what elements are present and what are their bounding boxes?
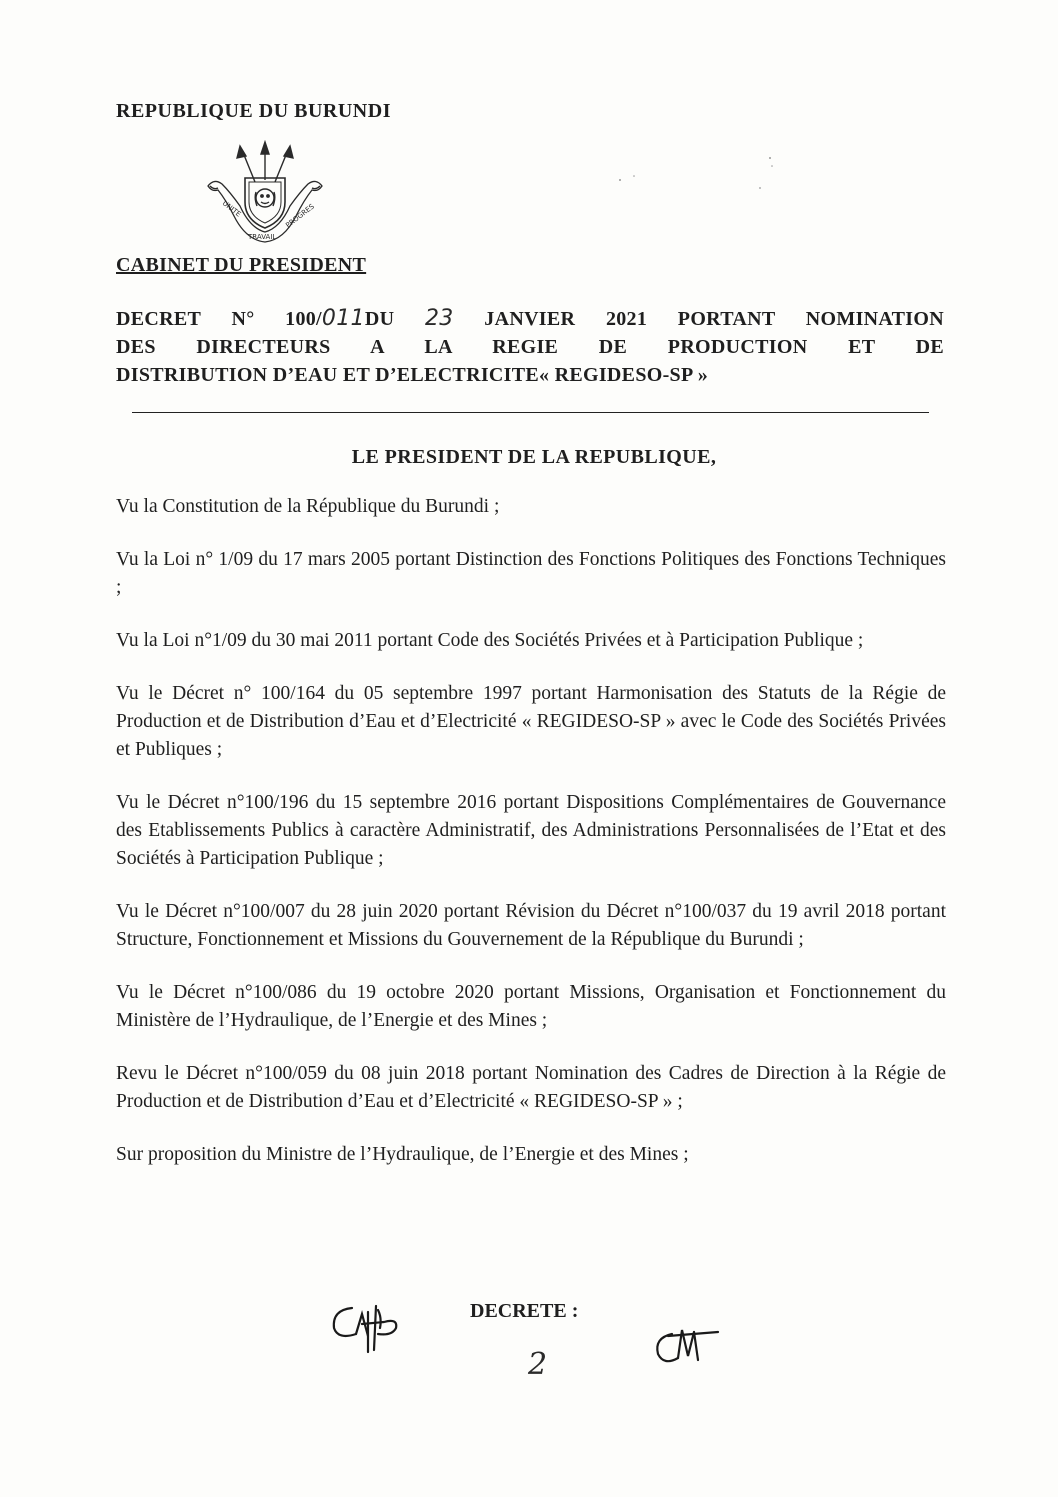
president-heading: LE PRESIDENT DE LA REPUBLIQUE, [351,446,717,468]
decree-title-line-1 [116,305,944,333]
cabinet-heading: CABINET DU PRESIDENT [116,254,367,276]
consideration-item: Revu le Décret n°100/059 du 08 juin 2018 portant Nomination des Cadres de Direction à la Régie de Production et de Distribution d’Eau et d’Electricité « REGIDESO-SP » ; [116,1063,946,1112]
decree-number-handwritten: 011 [321,306,365,331]
separator-rule [132,412,929,413]
handwritten-page-mark [520,1344,560,1384]
decree-du: DU [364,308,395,330]
consideration-item: Vu la Loi n° 1/09 du 17 mars 2005 portant Distinction des Fonctions Politiques des Fonctions Techniques ; [116,549,946,598]
consideration-item: Vu le Décret n° 100/164 du 05 septembre 1997 portant Harmonisation des Statuts de la Régie de Production et de Distribution d’Eau et d’Electricité « REGIDESO-SP » avec le Code des Sociétés Privées et Publiques ; [116,683,946,760]
consideration-item: Vu la Loi n°1/09 du 30 mai 2011 portant Code des Sociétés Privées et à Participation Publique ; [116,630,864,651]
decree-title-rest: JANVIER 2021 PORTANT NOMINATION [484,308,944,330]
decrete-heading: DECRETE : [470,1300,579,1322]
motto-progres: PROGRES [284,202,316,230]
decree-day-handwritten: 23 [425,306,454,331]
country-heading: REPUBLIQUE DU BURUNDI [116,100,391,122]
decree-prefix: DECRET N° 100/ [116,308,322,330]
consideration-item: Vu le Décret n°100/007 du 28 juin 2020 portant Révision du Décret n°100/037 du 19 avril 2018 portant Structure, Fonctionnement et Missions du Gouvernement de la République du Burundi ; [116,901,946,950]
motto-travail: TRAVAIL [248,233,277,241]
scan-specks [600,150,800,210]
decree-title-line-2: DES DIRECTEURS A LA REGIE DE PRODUCTION ET DE [116,336,944,358]
signature-area [0,1290,1058,1400]
decree-title-line-3: DISTRIBUTION D’EAU ET D’ELECTRICITE« REGIDESO-SP » [116,364,708,386]
considerations-list [116,493,946,1194]
consideration-item: Vu la Constitution de la République du Burundi ; [116,496,500,517]
handwritten-initials-right [648,1320,728,1370]
handwritten-initials-left [322,1294,422,1354]
consideration-item: Vu le Décret n°100/086 du 19 octobre 2020 portant Missions, Organisation et Fonctionnement du Ministère de l’Hydraulique, de l’Energie et des Mines ; [116,982,946,1031]
consideration-item: Sur proposition du Ministre de l’Hydraulique, de l’Energie et des Mines ; [116,1144,689,1165]
coat-of-arms-emblem [200,140,330,250]
page-mark-text: 2 [528,1347,548,1382]
decree-title [116,305,944,389]
motto-unite: UNITE [220,199,243,219]
consideration-item: Vu le Décret n°100/196 du 15 septembre 2016 portant Dispositions Complémentaires de Gouvernance des Etablissements Publics à caractère Administratif, des Administrations Personnalisées de l’Etat et des Sociétés à Participation Publique ; [116,792,946,869]
